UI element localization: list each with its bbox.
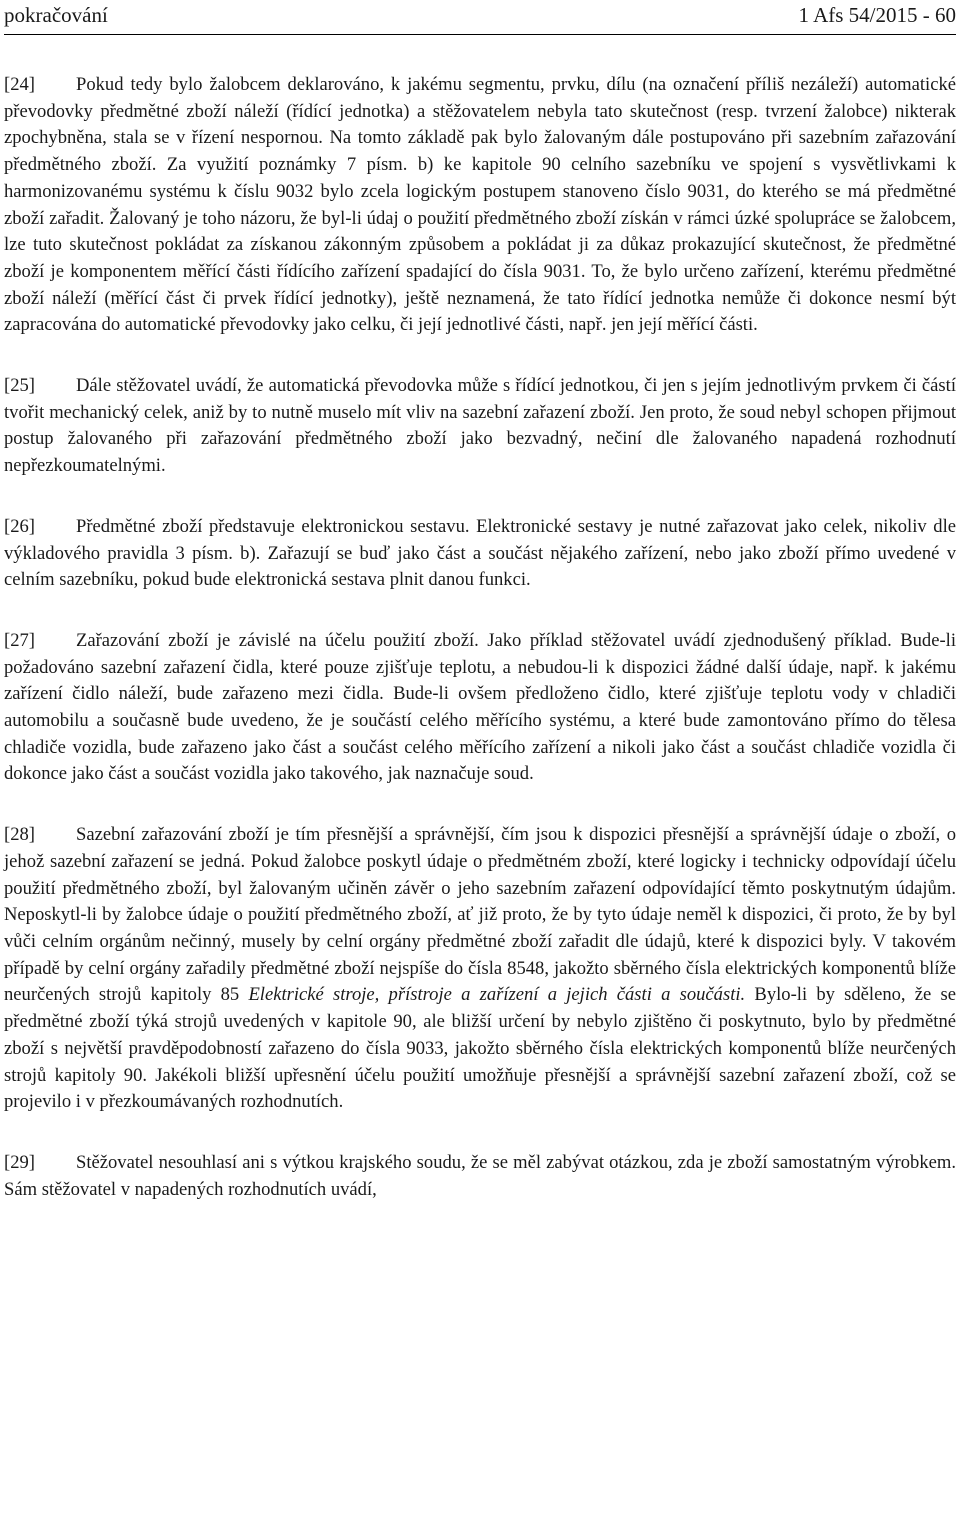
paragraph-number: [29] xyxy=(4,1151,35,1173)
paragraph-text-continued: Bylo-li by sděleno, že se předmětné zboží týká strojů uvedených v kapitole 90, ale bližší určení by nebylo zjištěno či poskytnuto, bylo by předmětné zboží s největší pravděpodobností zařazeno do čísla 9033, jakožto sběrného čísla elektrických komponentů blíže neurčených strojů kapitoly 90. Jakékoli bližší upřesnění účelu použití umožňuje přesnější a správnější sazební zařazení zboží, což se projevilo i v přezkoumávaných rozhodnutích. xyxy=(4,984,956,1113)
paragraph-number: [24] xyxy=(4,74,35,95)
paragraph-24 xyxy=(4,72,956,339)
paragraph-number: [26] xyxy=(4,515,35,537)
paragraph-25 xyxy=(4,373,956,480)
paragraph-text: Sazební zařazování zboží je tím přesnější a správnější, čím jsou k dispozici přesnější a správnější údaje o zboží, o jehož sazební zařazení se jedná. Pokud žalobce poskytl údaje o předmětném zboží, které logicky i technicky odpovídají účelu použití předmětného zboží, byl žalovaným učiněn závěr o jeho sazebním zařazení odpovídající těmto poskytnutým údajům. Neposkytl-li by žalobce údaje o použití předmětného zboží, ať již proto, že by tyto údaje neměl k dispozici, či proto, že by byl vůči celním orgánům nečinný, musely by celní orgány předmětné zboží zařadit dle údajů, které k dispozici byly. V takovém případě by celní orgány zařadily předmětné zboží nejspíše do čísla 8548, jakožto sběrného čísla elektrických komponentů blíže neurčených strojů kapitoly 85 xyxy=(4,824,956,1006)
paragraph-text: Předmětné zboží představuje elektronickou sestavu. Elektronické sestavy je nutné zařazovat jako celek, nikoliv dle výkladového pravidla 3 písm. b). Zařazují se buď jako část a součást nějakého zařízení, nebo jako zboží přímo uvedené v celním sazebníku, pokud bude elektronická sestava plnit danou funkci. xyxy=(4,515,956,591)
paragraph-number: [27] xyxy=(4,629,35,651)
paragraph-text: Zařazování zboží je závislé na účelu použití zboží. Jako příklad stěžovatel uvádí zjednodušený příklad. Bude-li požadováno sazební zařazení čidla, které pouze zjišťuje teplotu, a nebudou-li k dispozici žádné další údaje, např. k jakému zařízení čidlo náleží, bude zařazeno mezi čidla. Bude-li ovšem předloženo čidlo, které zjišťuje teplotu vody v chladiči automobilu a současně bude uvedeno, že je součástí celého měřícího systému, a které bude zamontováno přímo do tělesa chladiče vozidla, bude zařazeno jako část a součást celého měřícího zařízení a nikoli jako část a součást chladiče vozidla či dokonce jako část a součást vozidla jako takového, jak naznačuje soud. xyxy=(4,629,956,785)
header-divider xyxy=(4,34,956,35)
paragraph-text: Stěžovatel nesouhlasí ani s výtkou krajského soudu, že se měl zabývat otázkou, zda je zboží samostatným výrobkem. Sám stěžovatel v napadených rozhodnutích uvádí, xyxy=(4,1151,956,1200)
document-body xyxy=(4,72,956,1203)
paragraph-26 xyxy=(4,514,956,594)
paragraph-text: Dále stěžovatel uvádí, že automatická převodovka může s řídící jednotkou, či jen s jejím jednotlivým prvkem či částí tvořit mechanický celek, aniž by to nutně muselo mít vliv na sazební zařazení zboží. Jen proto, že soud nebyl schopen přijmout postup žalovaného při zařazování předmětného zboží jako bezvadný, nečiní dle žalovaného napadená rozhodnutí nepřezkoumatelnými. xyxy=(4,375,956,477)
page-header xyxy=(4,0,956,32)
paragraph-28 xyxy=(4,822,956,1116)
paragraph-29 xyxy=(4,1150,956,1203)
header-case-number: 1 Afs 54/2015 - 60 xyxy=(798,3,956,27)
header-continuation-label: pokračování xyxy=(4,3,108,27)
paragraph-text: Pokud tedy bylo žalobcem deklarováno, k jakému segmentu, prvku, dílu (na označení příliš nezáleží) automatické převodovky předmětné zboží náleží (řídící jednotka) a stěžovatelem nebyla tato skutečnost (resp. tvrzení žalobce) nikterak zpochybněna, stala se v řízení nespornou. Na tomto základě pak bylo žalovaným dále postupováno při sazebním zařazování předmětného zboží. Za využití poznámky 7 písm. b) ke kapitole 90 celního sazebníku ve spojení s vysvětlivkami k harmonizovanému systému k číslu 9032 bylo zcela logickým postupem stanoveno číslo 9031, do kterého se má předmětné zboží zařadit. Žalovaný je toho názoru, že byl-li údaj o použití předmětného zboží získán v rámci úzké spolupráce se žalobcem, lze tuto skutečnost pokládat za získanou zákonným způsobem a pokládat ji za důkaz prokazující skutečnost, že předmětné zboží je komponentem měřící části řídícího zařízení spadající do čísla 9031. To, že bylo určeno zařízení, kterému předmětné zboží náleží (měřící část či prvek řídící jednotky), ještě neznamená, že tato řídící jednotka nemůže či dokonce nesmí být zapracována do automatické převodovky jako celku, či její jednotlivé části, např. jen její měřící části. xyxy=(4,74,956,336)
paragraph-number: [28] xyxy=(4,824,35,846)
paragraph-27 xyxy=(4,628,956,788)
paragraph-number: [25] xyxy=(4,375,35,397)
chapter-title-italic: Elektrické stroje, přístroje a zařízení a jejich části a součásti. xyxy=(248,984,746,1006)
